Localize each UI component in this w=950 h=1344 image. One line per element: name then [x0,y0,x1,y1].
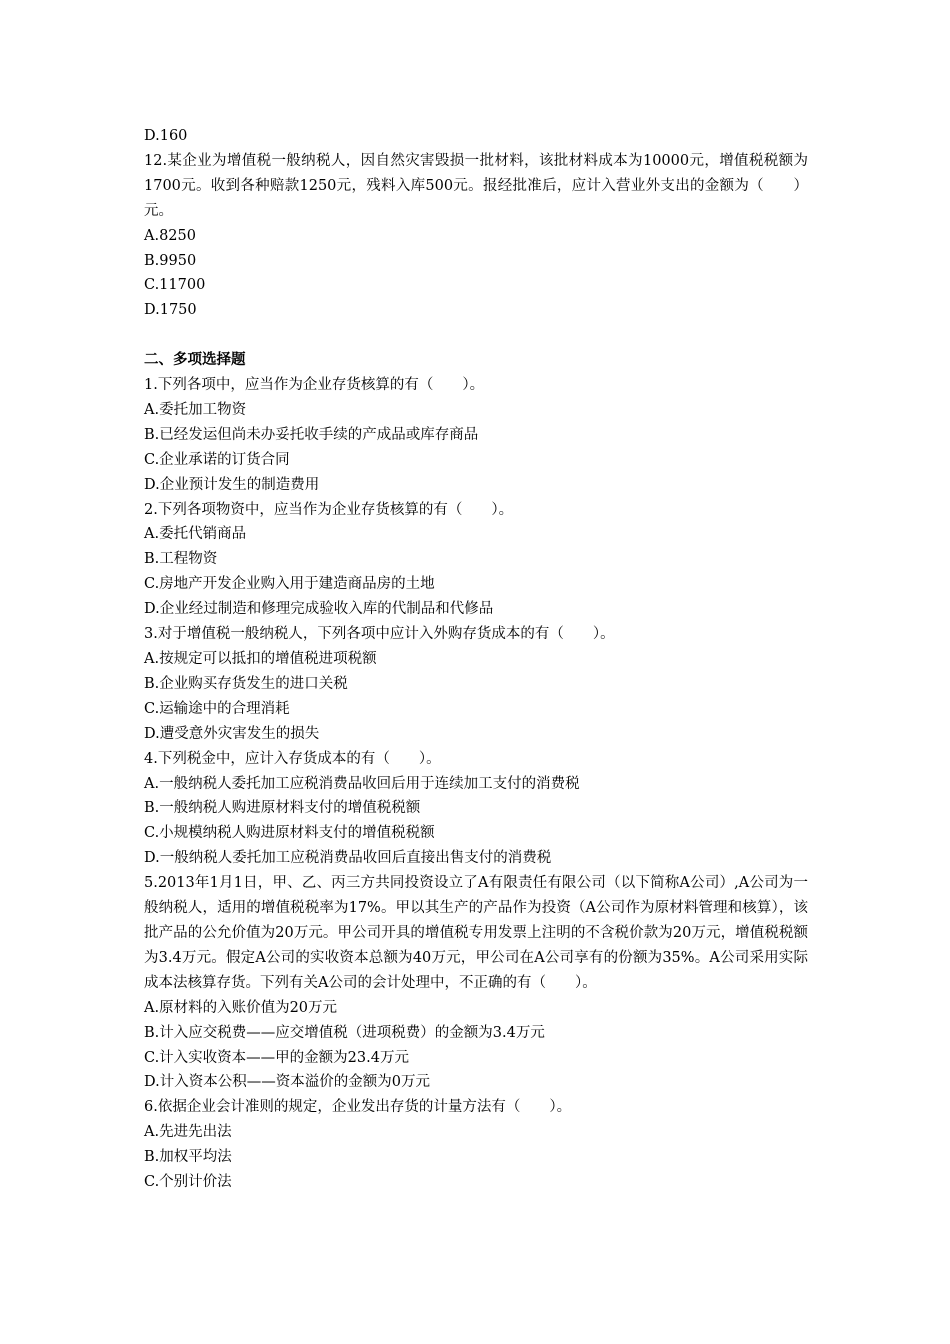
option-b: B.9950 [144,252,197,269]
option-b: B.计入应交税费——应交增值税（进项税费）的金额为3.4万元 [144,1024,545,1041]
option-a: A.委托加工物资 [144,401,247,418]
question-2-stem: 2.下列各项物资中，应当作为企业存货核算的有（ ）。 [144,501,514,518]
question-1 [144,373,808,498]
option-d: D.企业预计发生的制造费用 [144,476,320,493]
option-b: B.工程物资 [144,551,218,568]
option-a: A.委托代销商品 [144,526,247,543]
prev-option-d: D.160 [144,128,188,144]
option-d: D.企业经过制造和修理完成验收入库的代制品和代修品 [144,601,494,618]
option-c: C.小规模纳税人购进原材料支付的增值税税额 [144,825,435,842]
option-d: D.一般纳税人委托加工应税消费品收回后直接出售支付的消费税 [144,850,552,867]
question-5 [144,871,808,1095]
question-4-stem: 4.下列税金中，应计入存货成本的有（ ）。 [144,750,441,767]
option-d: D.1750 [144,302,197,319]
option-a: A.8250 [144,227,196,244]
question-5-stem: 5.2013年1月1日，甲、乙、丙三方共同投资设立了A有限责任有限公司（以下简称A公司）,A公司为一般纳税人，适用的增值税税率为17%。甲以其生产的产品作为投资（A公司作为原材料管理和核算），该批产品的公允价值为20万元。甲公司开具的增值税专用发票上注明的不含税价款为20万元，增值税税额为3.4万元。假定A公司的实收资本总额为40万元，甲公司在A公司享有的份额为35%。A公司采用实际成本法核算存货。下列有关A公司的会计处理中，不正确的有（ ）。 [144,875,808,991]
option-c: C.11700 [144,277,206,294]
option-c: C.运输途中的合理消耗 [144,700,290,717]
question-3-stem: 3.对于增值税一般纳税人，下列各项中应计入外购存货成本的有（ ）。 [144,626,615,643]
option-a: A.原材料的入账价值为20万元 [144,999,338,1016]
option-b: B.企业购买存货发生的进口关税 [144,675,348,692]
option-c: C.个别计价法 [144,1174,232,1191]
option-c: C.企业承诺的订货合同 [144,451,290,468]
document-page [144,124,808,1195]
option-a: A.按规定可以抵扣的增值税进项税额 [144,651,377,668]
option-b: B.加权平均法 [144,1149,232,1166]
question-4 [144,747,808,872]
option-a: A.先进先出法 [144,1124,232,1141]
option-d: D.遭受意外灾害发生的损失 [144,725,320,742]
question-1-stem: 1.下列各项中，应当作为企业存货核算的有（ ）。 [144,377,485,394]
question-3 [144,622,808,747]
blank-line [144,323,808,348]
option-c: C.计入实收资本——甲的金额为23.4万元 [144,1049,409,1066]
option-c: C.房地产开发企业购入用于建造商品房的土地 [144,576,435,593]
option-d: D.计入资本公积——资本溢价的金额为0万元 [144,1074,430,1091]
question-2 [144,498,808,623]
option-a: A.一般纳税人委托加工应税消费品收回后用于连续加工支付的消费税 [144,775,580,792]
question-6-stem: 6.依据企业会计准则的规定，企业发出存货的计量方法有（ ）。 [144,1099,572,1116]
section-title: 二、多项选择题 [144,351,246,369]
question-6 [144,1095,808,1195]
option-b: B.已经发运但尚未办妥托收手续的产成品或库存商品 [144,426,479,443]
option-b: B.一般纳税人购进原材料支付的增值税税额 [144,800,421,817]
question-12-stem: 12.某企业为增值税一般纳税人，因自然灾害毁损一批材料，该批材料成本为10000元，增值税税额为1700元。收到各种赔款1250元，残料入库500元。报经批准后，应计入营业外支出的金额为（ ）元。 [144,152,808,219]
question-12 [144,149,808,323]
